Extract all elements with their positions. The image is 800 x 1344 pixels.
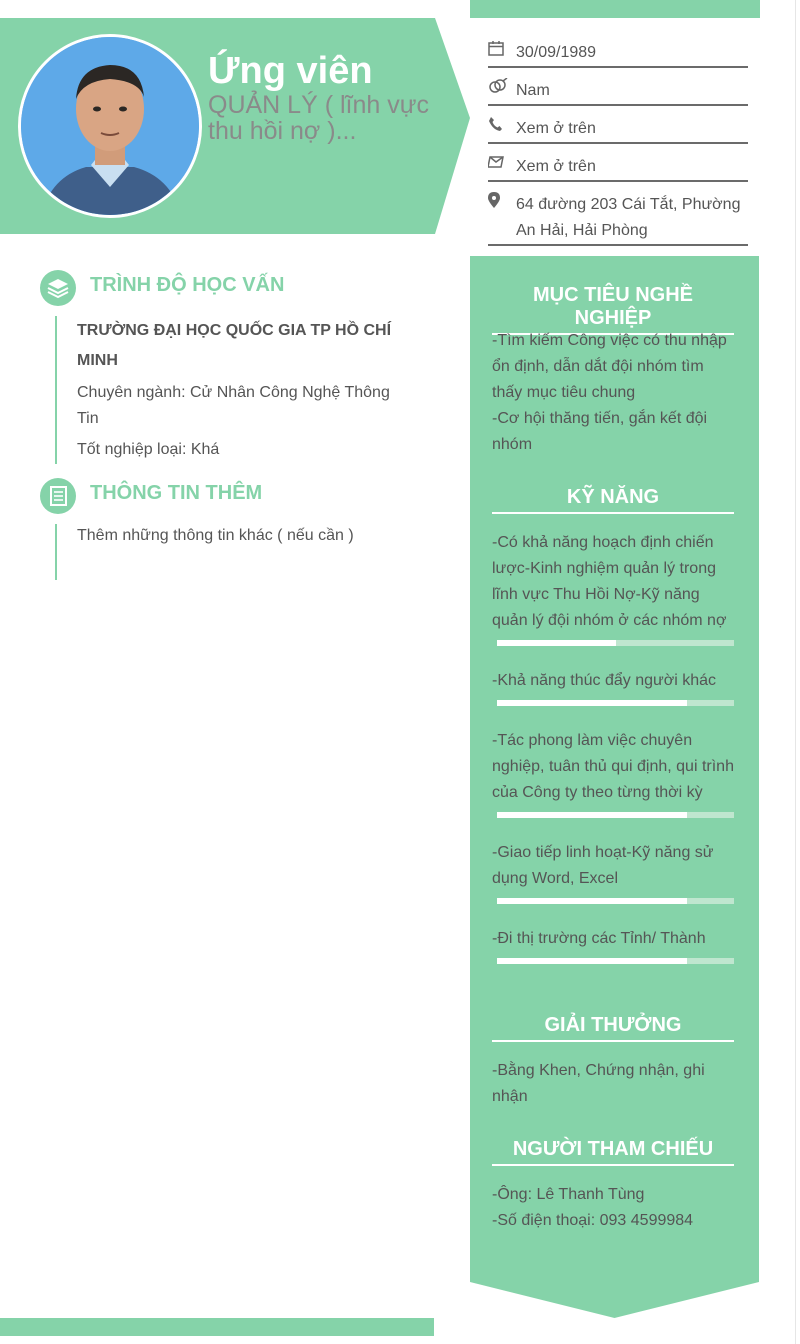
- birthday-value: 30/09/1989: [516, 44, 597, 61]
- gender-row: [488, 78, 748, 106]
- education-title: TRÌNH ĐỘ HỌC VẤN: [90, 274, 285, 296]
- address-value: 64 đường 203 Cái Tắt, Phường An Hải, Hải Phòng: [516, 196, 741, 239]
- skill-2-bar: [497, 700, 734, 706]
- extra-title: THÔNG TIN THÊM: [90, 482, 263, 504]
- avatar-photo: [21, 37, 199, 215]
- skill-4-text: -Giao tiếp linh hoạt-Kỹ năng sử dụng Word, Excel: [492, 844, 714, 887]
- skill-2-bar-fill: [497, 700, 687, 706]
- education-grade: Tốt nghiệp loại: Khá: [77, 441, 220, 458]
- address-row: [488, 192, 748, 246]
- skill-3-text: -Tác phong làm việc chuyên nghiệp, tuân thủ qui định, qui trình của Công ty theo từng thời kỳ: [492, 732, 734, 801]
- reference-phone: -Số điện thoại: 093 4599984: [492, 1212, 694, 1229]
- job-title: QUẢN LÝ ( lĩnh vực thu hồi nợ )...: [208, 91, 429, 145]
- phone-icon: [488, 116, 508, 136]
- education-school: TRƯỜNG ĐẠI HỌC QUỐC GIA TP HỒ CHÍ MINH: [77, 322, 392, 369]
- map-pin-icon: [488, 192, 508, 212]
- awards-text: -Bằng Khen, Chứng nhận, ghi nhận: [492, 1062, 705, 1105]
- email-value: Xem ở trên: [516, 158, 596, 175]
- phone-row: [488, 116, 748, 144]
- notes-icon: [40, 478, 76, 514]
- avatar: [18, 34, 202, 218]
- education-timeline: [55, 316, 57, 464]
- gender-value: Nam: [516, 82, 550, 99]
- skill-1-bar: [497, 640, 734, 646]
- awards-title: GIẢI THƯỞNG: [492, 1014, 734, 1042]
- skill-4-bar-fill: [497, 898, 687, 904]
- skill-3-bar: [497, 812, 734, 818]
- candidate-name: Ứng viên: [208, 50, 373, 92]
- email-row: [488, 154, 748, 182]
- phone-value: Xem ở trên: [516, 120, 596, 137]
- reference-name: -Ông: Lê Thanh Tùng: [492, 1186, 645, 1203]
- skill-5-bar: [497, 958, 734, 964]
- skill-2-text: -Khả năng thúc đẩy người khác: [492, 672, 717, 689]
- skill-1-text: -Có khả năng hoạch định chiến lược-Kinh nghiệm quản lý trong lĩnh vực Thu Hồi Nợ-Kỹ năng quản lý đội nhóm ở các nhóm nợ: [492, 534, 727, 629]
- skill-1-bar-fill: [497, 640, 616, 646]
- objective-line-1: -Tìm kiếm Công việc có thu nhập ổn định, dẫn dắt đội nhóm tìm thấy mục tiêu chung: [492, 332, 727, 401]
- calendar-icon: [488, 40, 508, 60]
- extra-text: Thêm những thông tin khác ( nếu cần ): [77, 527, 354, 544]
- birthday-row: [488, 40, 748, 68]
- email-icon: [488, 154, 508, 174]
- right-top-bar: [470, 0, 760, 18]
- skill-4-bar: [497, 898, 734, 904]
- footer-bar: [0, 1318, 434, 1336]
- layers-icon: [40, 270, 76, 306]
- extra-timeline: [55, 524, 57, 580]
- skill-3-bar-fill: [497, 812, 687, 818]
- references-title: NGƯỜI THAM CHIẾU: [492, 1138, 734, 1166]
- objective-line-2: -Cơ hội thăng tiến, gắn kết đội nhóm: [492, 410, 708, 453]
- objective-title: MỤC TIÊU NGHỀ NGHIỆP: [492, 284, 734, 335]
- gender-icon: [488, 78, 508, 98]
- page-edge-divider: [795, 0, 796, 1344]
- skills-title: KỸ NĂNG: [492, 486, 734, 514]
- education-major: Chuyên ngành: Cử Nhân Công Nghệ Thông Tin: [77, 384, 390, 427]
- skill-5-text: -Đi thị trường các Tỉnh/ Thành: [492, 930, 706, 947]
- skill-5-bar-fill: [497, 958, 687, 964]
